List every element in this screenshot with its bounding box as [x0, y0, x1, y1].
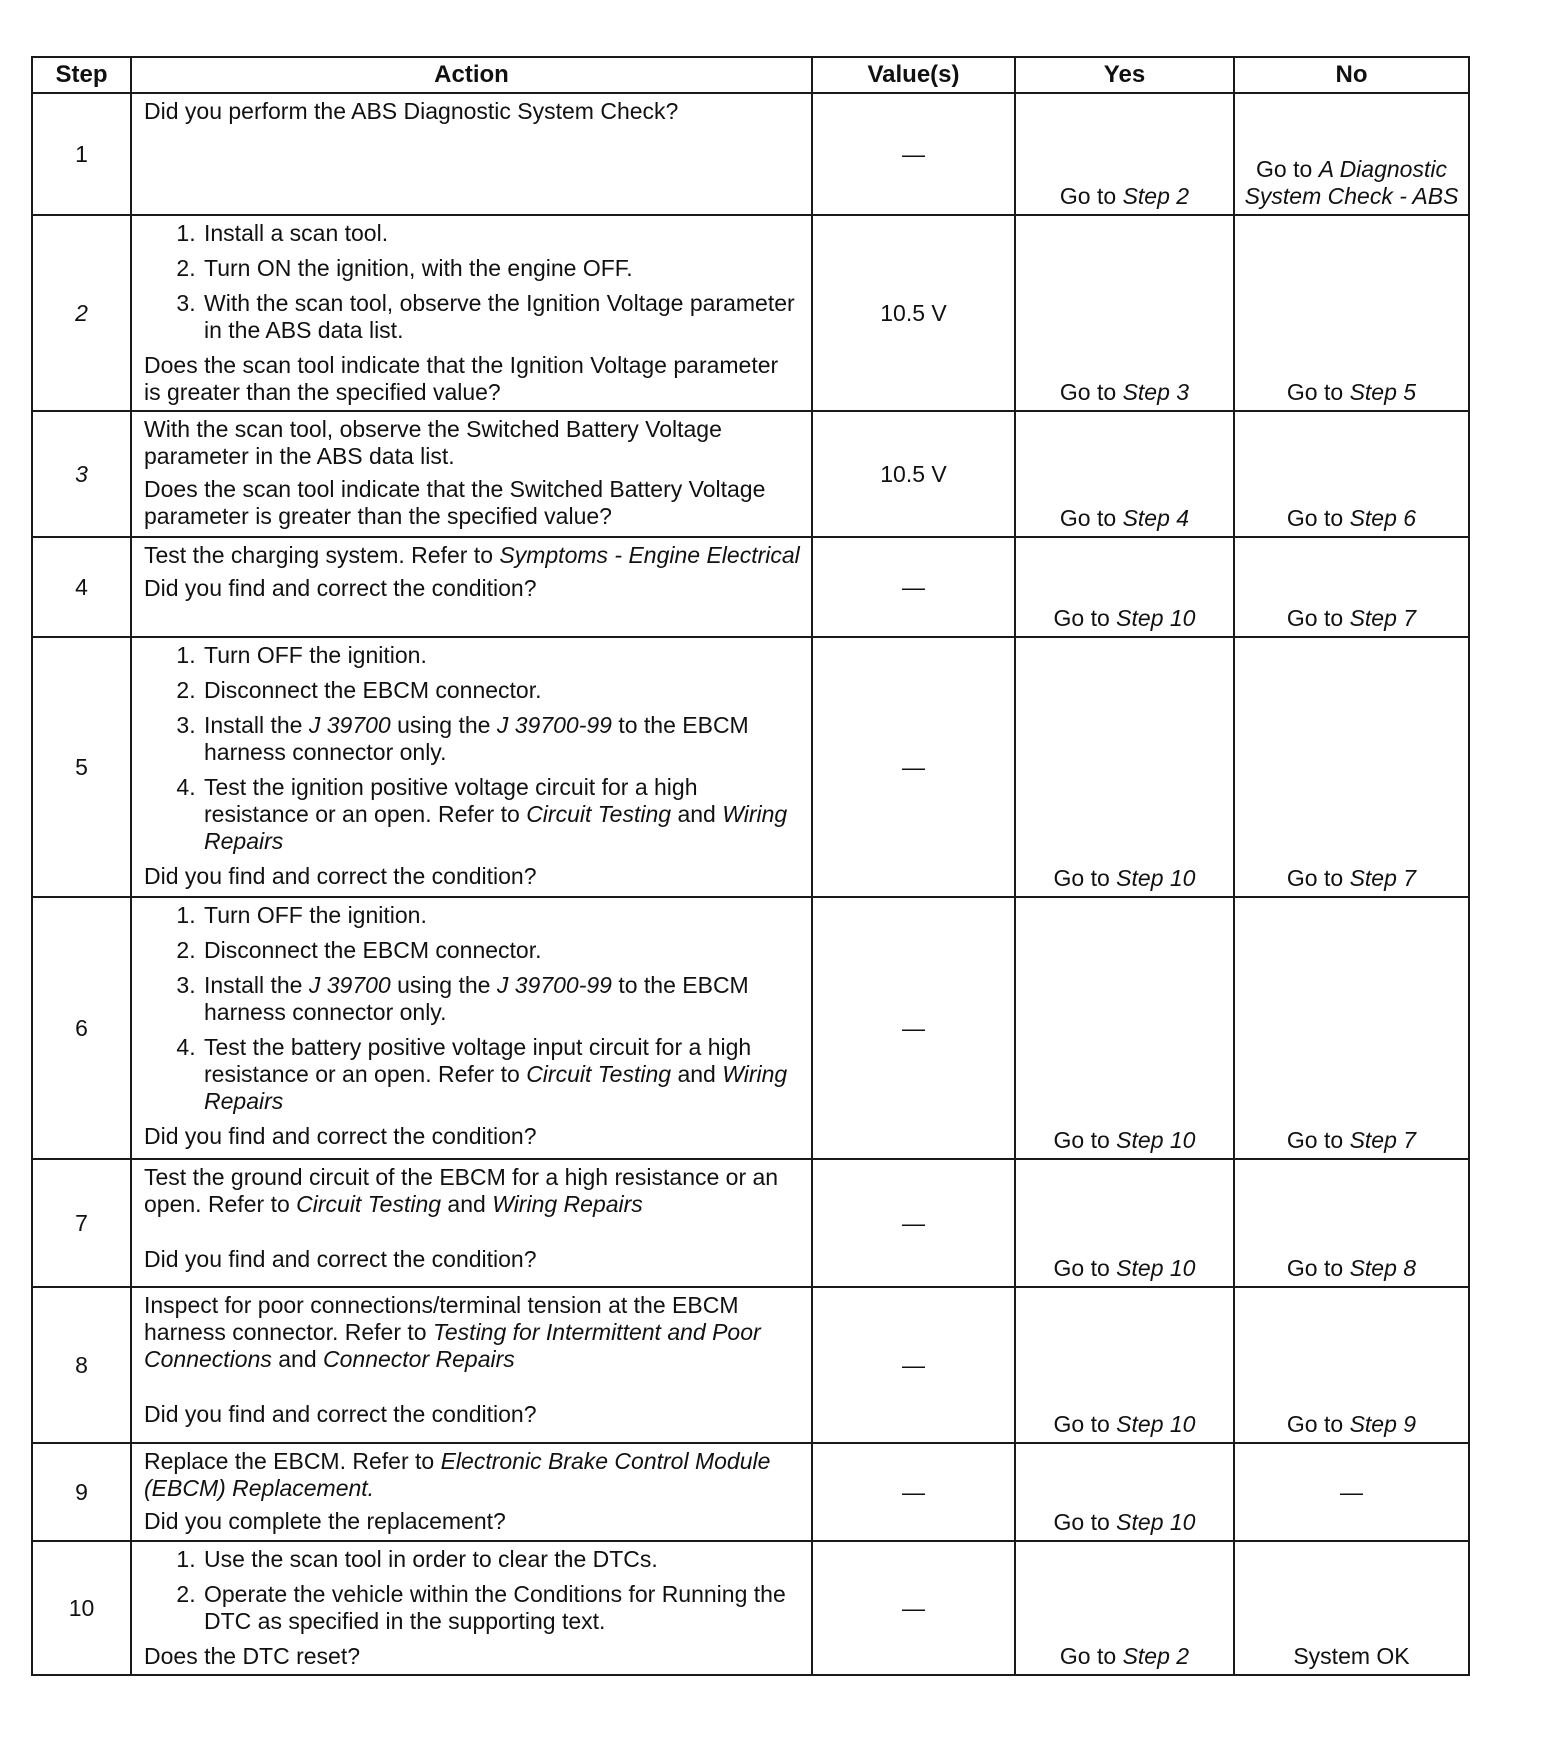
- value-cell: —: [812, 537, 1015, 637]
- go-to-label: Go to: [1059, 183, 1117, 209]
- go-to-label: Go to: [1053, 865, 1110, 891]
- no-cell: [1234, 1287, 1469, 1443]
- value-cell: —: [812, 1287, 1015, 1443]
- go-to-label: Go to: [1059, 1643, 1117, 1669]
- table-row: [32, 637, 1469, 897]
- action-step: 2. Turn ON the ignition, with the engine OFF.: [202, 255, 801, 282]
- action-steps-list: [144, 902, 801, 1115]
- action-text-part: Test the charging system. Refer to: [144, 542, 493, 568]
- value-cell: —: [812, 1159, 1015, 1287]
- action-cell: [131, 897, 812, 1159]
- go-to-label: Go to: [1053, 1411, 1110, 1437]
- go-to-label: Go to: [1053, 605, 1110, 631]
- action-text: With the scan tool, observe the Switched Battery Voltage parameter in the ABS data list.: [144, 416, 722, 469]
- value-cell: —: [812, 637, 1015, 897]
- no-step-link[interactable]: Step 6: [1349, 505, 1417, 531]
- action-text-part: Replace the EBCM. Refer to: [144, 1448, 435, 1474]
- value-cell: —: [812, 1443, 1015, 1541]
- no-step-link[interactable]: Step 7: [1349, 865, 1417, 891]
- step-number: 5: [32, 637, 131, 897]
- header-action: Action: [131, 57, 812, 93]
- table-row: [32, 1541, 1469, 1675]
- diagnostic-table: [31, 56, 1470, 1676]
- header-yes: Yes: [1015, 57, 1234, 93]
- value-cell: —: [812, 1541, 1015, 1675]
- action-question: Does the scan tool indicate that the Ignition Voltage parameter is greater than the specified value?: [144, 352, 779, 405]
- action-question: Does the scan tool indicate that the Switched Battery Voltage parameter is greater than the specified value?: [144, 476, 766, 529]
- reference-link[interactable]: Circuit Testing: [296, 1191, 442, 1217]
- no-cell: [1234, 215, 1469, 411]
- header-no: No: [1234, 57, 1469, 93]
- table-row: [32, 1159, 1469, 1287]
- step-number: 4: [32, 537, 131, 637]
- action-question: Did you find and correct the condition?: [144, 1123, 537, 1149]
- tool-reference: J 39700: [308, 712, 391, 738]
- action-step: [202, 712, 801, 766]
- table-row: [32, 1287, 1469, 1443]
- reference-link[interactable]: Electronic Brake Control Module (EBCM) Replacement.: [144, 1448, 771, 1501]
- step-number: 8: [32, 1287, 131, 1443]
- action-text-part: Test the ground circuit of the EBCM for a high resistance or an open. Refer to: [144, 1164, 779, 1217]
- action-step: 2. Disconnect the EBCM connector.: [202, 677, 801, 704]
- reference-link[interactable]: Wiring Repairs: [204, 1061, 788, 1114]
- reference-link[interactable]: Connector Repairs: [323, 1346, 515, 1372]
- diagnostic-table-container: [31, 56, 1468, 1676]
- yes-cell: [1015, 1541, 1234, 1675]
- yes-cell: [1015, 93, 1234, 215]
- action-text-part: and: [677, 1061, 716, 1087]
- value-cell: —: [812, 897, 1015, 1159]
- reference-link[interactable]: Circuit Testing: [526, 1061, 672, 1087]
- header-values: Value(s): [812, 57, 1015, 93]
- action-question: Did you complete the replacement?: [144, 1508, 506, 1534]
- table-row: [32, 93, 1469, 215]
- no-step-link[interactable]: Step 7: [1349, 1127, 1417, 1153]
- no-step-link[interactable]: Step 7: [1349, 605, 1417, 631]
- header-step: Step: [32, 57, 131, 93]
- reference-link[interactable]: Symptoms - Engine Electrical: [499, 542, 800, 568]
- reference-link[interactable]: Testing for Intermittent and Poor Connections: [144, 1319, 761, 1372]
- action-cell: [131, 537, 812, 637]
- action-step: 1. Turn OFF the ignition.: [202, 902, 801, 929]
- action-text-part: and: [677, 801, 716, 827]
- yes-step-link[interactable]: Step 10: [1116, 1411, 1196, 1437]
- go-to-label: Go to: [1286, 605, 1344, 631]
- action-cell: [131, 1287, 812, 1443]
- yes-step-link[interactable]: Step 10: [1116, 865, 1196, 891]
- yes-cell: [1015, 1159, 1234, 1287]
- tool-reference: J 39700: [308, 972, 391, 998]
- step-number: 1: [32, 93, 131, 215]
- action-text-part: Test the ignition positive voltage circuit for a high resistance or an open. Refer to: [204, 774, 698, 827]
- yes-step-link[interactable]: Step 10: [1116, 1509, 1196, 1535]
- action-step: [202, 774, 801, 855]
- action-text-part: Inspect for poor connections/terminal tension at the EBCM harness connector. Refer to: [144, 1292, 739, 1345]
- go-to-label: Go to: [1053, 1255, 1110, 1281]
- action-text-part: Install the: [204, 712, 303, 738]
- action-text: [144, 1164, 801, 1218]
- action-question: Did you find and correct the condition?: [144, 575, 537, 601]
- tool-reference: J 39700-99: [496, 972, 612, 998]
- step-number: 7: [32, 1159, 131, 1287]
- action-text-part: to the EBCM harness connector only.: [204, 972, 749, 1025]
- table-row: [32, 897, 1469, 1159]
- value-cell: —: [812, 93, 1015, 215]
- action-steps-list: [144, 220, 801, 344]
- go-to-label: Go to: [1286, 1411, 1344, 1437]
- yes-cell: [1015, 1287, 1234, 1443]
- action-step: 3. With the scan tool, observe the Ignition Voltage parameter in the ABS data list.: [202, 290, 801, 344]
- yes-step-link[interactable]: Step 2: [1122, 1643, 1190, 1669]
- yes-cell: [1015, 215, 1234, 411]
- yes-step-link[interactable]: Step 10: [1116, 1127, 1196, 1153]
- action-steps-list: [144, 642, 801, 855]
- action-text-part: and: [447, 1191, 486, 1217]
- step-number: 10: [32, 1541, 131, 1675]
- action-step: 1. Turn OFF the ignition.: [202, 642, 801, 669]
- action-text: Did you perform the ABS Diagnostic System Check?: [144, 98, 679, 124]
- action-step: 2. Operate the vehicle within the Conditions for Running the DTC as specified in the supporting text.: [202, 1581, 801, 1635]
- table-header-row: [32, 57, 1469, 93]
- action-step: 1. Use the scan tool in order to clear the DTCs.: [202, 1546, 801, 1573]
- action-question: Does the DTC reset?: [144, 1643, 361, 1669]
- go-to-label: Go to: [1286, 1255, 1344, 1281]
- action-steps-list: [144, 1546, 801, 1635]
- action-text: [144, 542, 801, 569]
- no-step-link[interactable]: Step 9: [1349, 1411, 1417, 1437]
- action-text-part: using the: [397, 972, 491, 998]
- action-text-part: Test the battery positive voltage input circuit for a high resistance or an open. Refer to: [204, 1034, 752, 1087]
- action-text-part: Install the: [204, 972, 303, 998]
- yes-step-link[interactable]: Step 10: [1116, 1255, 1196, 1281]
- table-row: [32, 215, 1469, 411]
- yes-step-link[interactable]: Step 10: [1116, 605, 1196, 631]
- action-step: [202, 972, 801, 1026]
- yes-step-link[interactable]: Step 4: [1122, 505, 1190, 531]
- go-to-label: Go to: [1059, 379, 1117, 405]
- go-to-label: Go to: [1286, 379, 1344, 405]
- go-to-label: Go to: [1286, 505, 1344, 531]
- tool-reference: J 39700-99: [496, 712, 612, 738]
- no-cell: [1234, 1159, 1469, 1287]
- action-text-part: and: [278, 1346, 317, 1372]
- yes-cell: [1015, 1443, 1234, 1541]
- yes-cell: [1015, 897, 1234, 1159]
- action-question: Did you find and correct the condition?: [144, 1246, 537, 1272]
- action-text-part: to the EBCM harness connector only.: [204, 712, 749, 765]
- reference-link[interactable]: Circuit Testing: [526, 801, 672, 827]
- yes-step-link[interactable]: Step 3: [1122, 379, 1190, 405]
- go-to-label: Go to: [1053, 1127, 1110, 1153]
- no-cell: [1234, 93, 1469, 215]
- go-to-label: Go to: [1286, 865, 1344, 891]
- value-cell: 10.5 V: [812, 411, 1015, 537]
- go-to-label: Go to: [1053, 1509, 1110, 1535]
- no-step-link[interactable]: A Diagnostic System Check - ABS: [1244, 156, 1459, 209]
- no-cell: System OK: [1234, 1541, 1469, 1675]
- go-to-label: Go to: [1256, 156, 1313, 182]
- yes-cell: [1015, 537, 1234, 637]
- action-cell: [131, 411, 812, 537]
- action-question: Did you find and correct the condition?: [144, 863, 537, 889]
- action-cell: [131, 215, 812, 411]
- step-number: 9: [32, 1443, 131, 1541]
- go-to-label: Go to: [1286, 1127, 1344, 1153]
- yes-step-link[interactable]: Step 2: [1122, 183, 1190, 209]
- no-cell: [1234, 897, 1469, 1159]
- step-number: 3: [32, 411, 131, 537]
- value-cell: 10.5 V: [812, 215, 1015, 411]
- no-cell: [1234, 637, 1469, 897]
- table-row: [32, 1443, 1469, 1541]
- action-question: Did you find and correct the condition?: [144, 1401, 537, 1427]
- no-cell: [1234, 537, 1469, 637]
- action-text: [144, 1292, 801, 1373]
- action-step: 2. Disconnect the EBCM connector.: [202, 937, 801, 964]
- table-row: [32, 537, 1469, 637]
- reference-link[interactable]: Wiring Repairs: [492, 1191, 643, 1217]
- no-step-link[interactable]: Step 5: [1349, 379, 1417, 405]
- action-cell: [131, 1541, 812, 1675]
- step-number: 2: [32, 215, 131, 411]
- action-cell: [131, 1443, 812, 1541]
- action-step: [202, 1034, 801, 1115]
- action-step: 1. Install a scan tool.: [202, 220, 801, 247]
- action-cell: [131, 1159, 812, 1287]
- action-text-part: using the: [397, 712, 491, 738]
- no-step-link[interactable]: Step 8: [1349, 1255, 1417, 1281]
- table-row: [32, 411, 1469, 537]
- reference-link[interactable]: Wiring Repairs: [204, 801, 788, 854]
- action-text: [144, 1448, 801, 1502]
- no-cell: —: [1234, 1443, 1469, 1541]
- go-to-label: Go to: [1059, 505, 1117, 531]
- yes-cell: [1015, 637, 1234, 897]
- action-cell: [131, 93, 812, 215]
- no-cell: [1234, 411, 1469, 537]
- yes-cell: [1015, 411, 1234, 537]
- action-cell: [131, 637, 812, 897]
- step-number: 6: [32, 897, 131, 1159]
